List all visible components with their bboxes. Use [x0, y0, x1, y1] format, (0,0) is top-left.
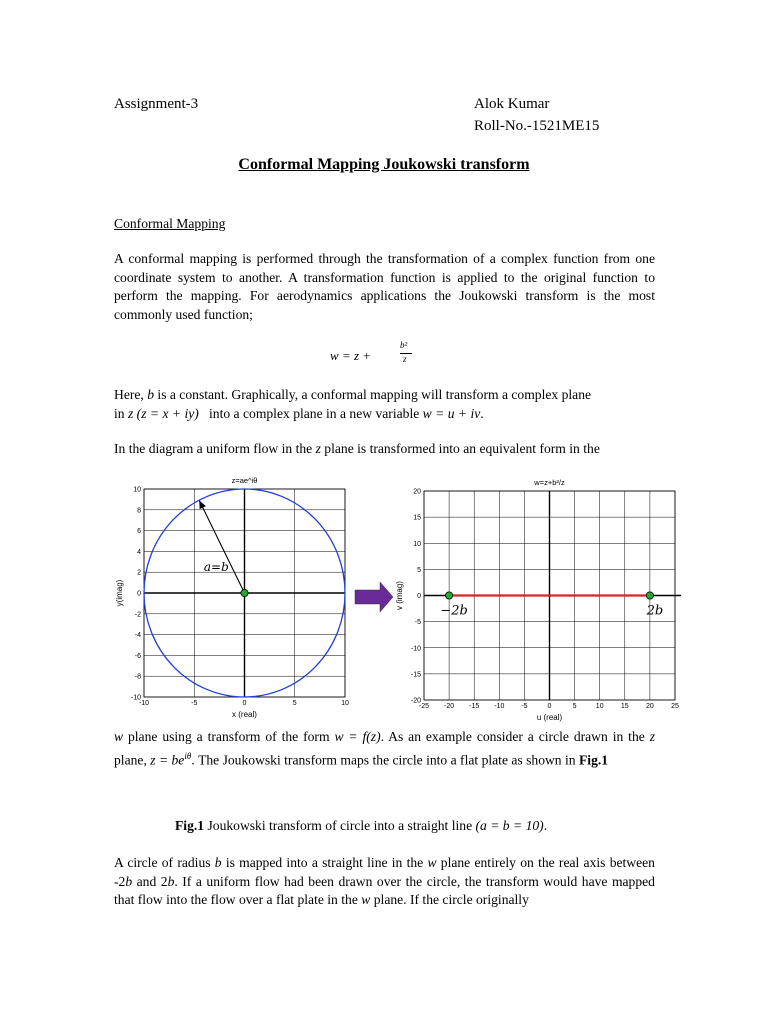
z-plane-chart [115, 476, 349, 719]
var-b: b [147, 387, 155, 402]
caption-end: . [543, 818, 548, 833]
paragraph-here [114, 386, 655, 423]
figure-caption [175, 818, 547, 834]
equation-denominator: z [403, 354, 407, 364]
paragraph-transform [114, 728, 655, 770]
y-tick-label: -5 [414, 619, 421, 627]
var-b: b [167, 873, 175, 889]
transform-arrow-icon [355, 582, 393, 612]
text-run: and 2 [132, 873, 168, 889]
paragraph-circle [114, 854, 655, 910]
x-tick-label: -10 [138, 700, 150, 707]
y-tick-label: -15 [410, 671, 421, 679]
text-run: plane entirely on the real axis between -2 [114, 855, 655, 889]
y-tick-label: 15 [413, 514, 421, 522]
y-tick-label: -6 [134, 652, 141, 660]
y-tick-label: 6 [137, 528, 141, 536]
text-run: is mapped into a straight line in the [221, 855, 428, 870]
caption-label: Fig.1 [175, 818, 205, 833]
x-tick-label: -25 [418, 703, 430, 710]
x-tick-label: -5 [191, 700, 198, 707]
z-circle-expression: z = be [150, 752, 185, 768]
y-tick-label: -8 [134, 673, 141, 681]
text-run: . [480, 405, 484, 421]
endpoint-label: 2b [646, 603, 664, 619]
roll-number: Roll-No.-1521ME15 [474, 118, 600, 134]
text-run: A circle of radius [114, 855, 215, 870]
endpoint-label: −2b [440, 603, 468, 619]
x-tick-label: -15 [469, 703, 480, 710]
text-run: plane, [114, 752, 151, 768]
chart-title: w=z+b²/z [534, 478, 565, 487]
y-tick-label: 0 [417, 593, 421, 600]
paragraph-diagram-intro [114, 440, 655, 459]
x-tick-label: 5 [292, 700, 297, 707]
y-axis-label: y(imag) [115, 579, 124, 607]
y-tick-label: -2 [134, 611, 141, 619]
paragraph-intro: A conformal mapping is performed through the transformation of a complex function from one coordinate system to another. A transformation function is applied to the original function to perform the mapping. For aerodynamics applications the Joukowski transform is the most commonly used function; [114, 251, 655, 322]
x-tick-label: -20 [444, 703, 455, 710]
x-tick-label: 10 [341, 700, 349, 707]
var-w: w [361, 892, 371, 908]
var-b: b [214, 855, 222, 870]
x-tick-label: 20 [646, 703, 654, 710]
equation-numerator: b² [400, 340, 408, 350]
radius-label: a=b [203, 560, 229, 575]
chart-title: z=ae^iθ [231, 476, 258, 485]
var-b: b [125, 873, 133, 889]
x-tick-label: 25 [671, 703, 679, 710]
w-expression: w = u + iv [422, 405, 481, 421]
text-run: plane using a transform of the form [123, 729, 335, 744]
x-tick-label: 5 [572, 703, 577, 710]
text-run: Here, [114, 387, 148, 402]
text-run: In the diagram a uniform flow in the [114, 441, 316, 456]
var-z: z [315, 441, 321, 456]
data-point [446, 592, 453, 599]
data-point [646, 592, 653, 599]
text-run: . As an example consider a circle drawn in the [380, 729, 650, 744]
w-plane-chart [395, 478, 681, 722]
y-tick-label: 10 [133, 486, 141, 494]
y-tick-label: 0 [137, 590, 141, 598]
text-run: is a constant. Graphically, a conformal mapping will transform a complex plane [154, 387, 592, 402]
text-run: . The Joukowski transform maps the circle into a flat plate as shown in [191, 752, 579, 768]
x-tick-label: 15 [620, 703, 629, 710]
y-tick-label: -20 [410, 697, 421, 705]
z-expression: z (z = x + iy) [127, 405, 199, 421]
assignment-label: Assignment-3 [114, 96, 199, 112]
y-tick-label: -10 [130, 694, 141, 702]
author-name: Alok Kumar [474, 96, 550, 112]
caption-math: (a = b = 10) [475, 818, 544, 833]
page-title: Conformal Mapping Joukowski transform [238, 156, 530, 173]
exponent: iθ [184, 750, 192, 761]
x-tick-label: -5 [521, 703, 528, 710]
data-point [241, 589, 248, 596]
caption-text: Joukowski transform of circle into a straight line [204, 818, 476, 833]
section-heading: Conformal Mapping [114, 216, 226, 231]
x-axis-label: x (real) [232, 710, 257, 719]
y-tick-label: 8 [137, 507, 141, 515]
var-w: w [114, 729, 124, 744]
y-tick-label: 5 [417, 566, 421, 574]
x-tick-label: 0 [547, 703, 552, 710]
w-function: w = f(z) [334, 729, 381, 744]
text-run: into a complex plane in a new variable [198, 405, 423, 421]
y-axis-label: v (imag) [395, 581, 404, 610]
text-run: in [114, 405, 128, 421]
y-tick-label: 2 [137, 569, 141, 577]
joukowski-figure [110, 466, 690, 728]
var-w: w [427, 855, 437, 870]
figure-reference: Fig.1 [578, 752, 609, 768]
y-tick-label: -10 [410, 645, 421, 653]
x-tick-label: -10 [494, 703, 505, 710]
x-tick-label: 10 [595, 703, 604, 710]
y-tick-label: -4 [134, 632, 141, 640]
y-tick-label: 4 [137, 548, 141, 556]
y-tick-label: 10 [413, 540, 421, 548]
var-z: z [649, 729, 655, 744]
equation-lhs: w = z + [330, 348, 372, 363]
x-tick-label: 0 [242, 700, 247, 707]
transform-arrow-shape [355, 582, 393, 612]
text-run: plane is transformed into an equivalent form in the [320, 441, 600, 456]
y-tick-label: 20 [413, 488, 421, 496]
text-run: . If a uniform flow had been drawn over the circle, the transform would have mapped that flow into the flow over a flat plate in the [114, 873, 655, 908]
x-axis-label: u (real) [536, 713, 563, 722]
text-run: plane. If the circle originally [370, 892, 529, 908]
